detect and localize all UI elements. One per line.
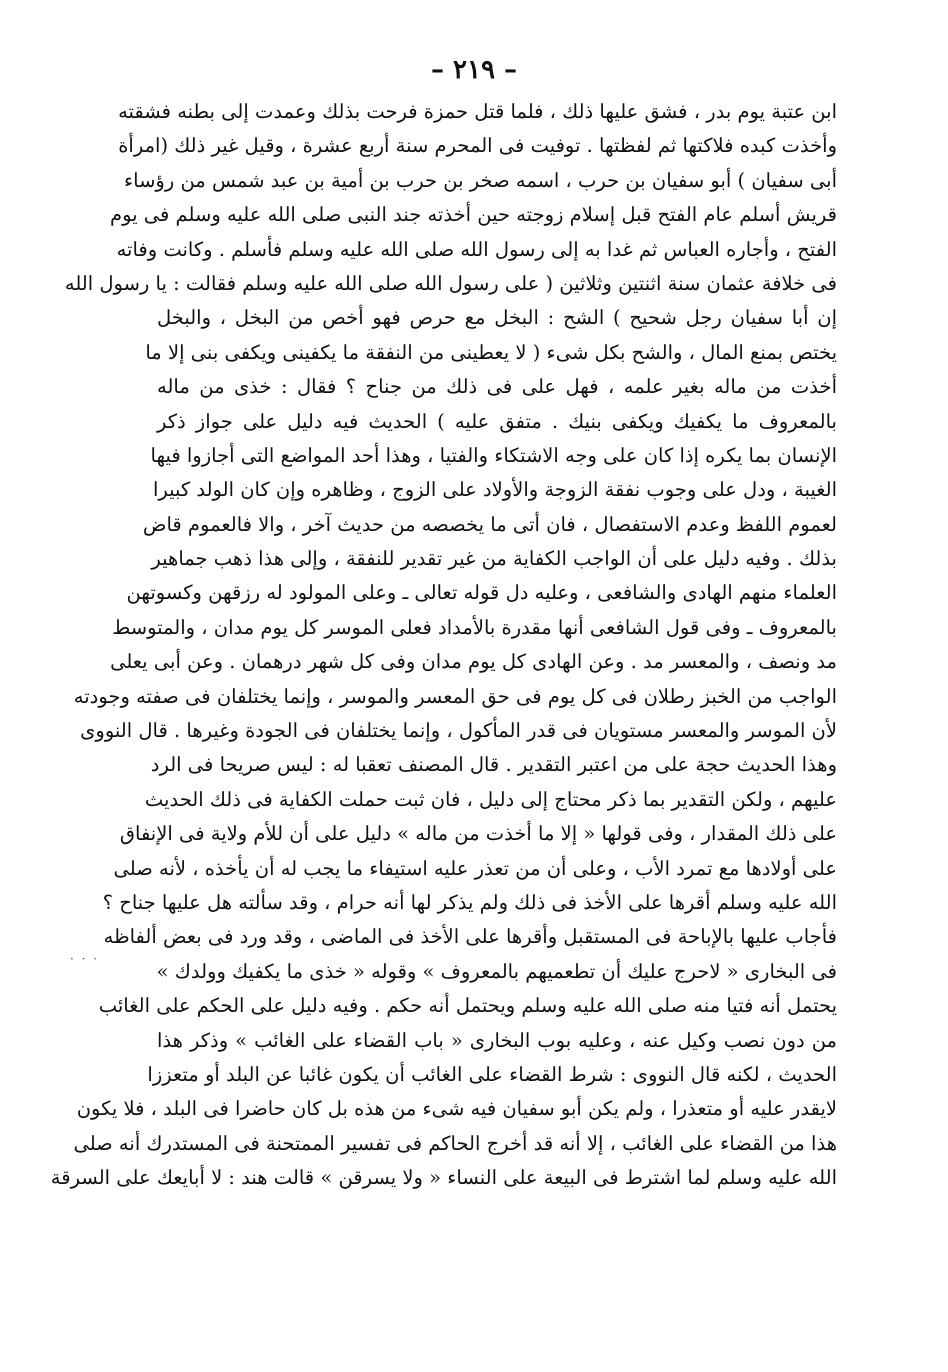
text-line: يختص بمنع المال ، والشح بكل شىء ( لا يعطينى من النفقة ما يكفينى ويكفى بنى إلا ما [145, 340, 837, 364]
body-text [50, 95, 837, 1196]
margin-speck: · · · [70, 952, 100, 966]
text-line: فأجاب عليها بالإباحة فى المستقبل وأقرها على الأخذ فى الماضى ، وقد ورد فى بعض ألفاظه [103, 925, 837, 949]
text-line: إن أبا سفيان رجل شحيح ) الشح : البخل مع حرص فهو أخص من البخل ، والبخل [157, 306, 837, 330]
text-line: ابن عتبة يوم بدر ، فشق عليها ذلك ، فلما قتل حمزة فرحت بذلك وعمدت إلى بطنه فشقته [118, 100, 837, 123]
page-number: – ٢١٩ – [430, 55, 518, 85]
text-line: وهذا الحديث حجة على من اعتبر التقدير . قال المصنف تعقبا له : ليس صريحا فى الرد [150, 753, 837, 777]
text-line: بذلك . وفيه دليل على أن الواجب الكفاية من غير تقدير للنفقة ، وإلى هذا ذهب جماهير [151, 547, 837, 571]
text-line: بالمعروف ـ وفى قول الشافعى أنها مقدرة بالأمداد فعلى الموسر كل يوم مدان ، والمتوسط [112, 615, 837, 639]
text-line: وأخذت كبده فلاكتها ثم لفظتها . توفيت فى المحرم سنة أربع عشرة ، وقيل غير ذلك (امرأة [118, 134, 837, 158]
text-line: هذا من القضاء على الغائب ، إلا أنه قد أخرج الحاكم فى تفسير الممتحنة فى المستدرك أنه صلى [73, 1131, 837, 1155]
text-line: مد ونصف ، والمعسر مد . وعن الهادى كل يوم مدان وفى كل شهر درهمان . وعن أبى يعلى [110, 650, 837, 674]
text-line: بالمعروف ما يكفيك ويكفى بنيك . متفق عليه ) الحديث فيه دليل على جواز ذكر [157, 409, 837, 433]
text-line: يحتمل أنه فتيا منه صلى الله عليه وسلم ويحتمل أنه حكم . وفيه دليل على الحكم على الغائب [98, 994, 837, 1018]
text-line: الإنسان بما يكره إذا كان على وجه الاشتكاء والفتيا ، وهذا أحد المواضع التى أجازوا فيها [150, 443, 837, 467]
text-line: لايقدر عليه أو متعذرا ، ولم يكن أبو سفيان فيه شىء من هذه بل كان حاضرا فى البلد ، فلا يكون [76, 1097, 837, 1121]
text-line: الفتح ، وأجاره العباس ثم غدا به إلى رسول الله صلى الله عليه وسلم فأسلم . وكانت وفاته [116, 237, 837, 261]
text-line: فى خلافة عثمان سنة اثنتين وثلاثين ( على رسول الله صلى الله عليه وسلم فقالت : يا رسول الله [64, 271, 837, 295]
text-line: الحديث ، لكنه قال النووى : شرط القضاء على الغائب أن يكون غائبا عن البلد أو متعززا [147, 1062, 837, 1086]
text-line: فى البخارى « لاحرج عليك أن تطعميهم بالمعروف » وقوله « خذى ما يكفيك وولدك » [156, 959, 837, 983]
text-line: أبى سفيان ) أبو سفيان بن حرب ، اسمه صخر بن حرب بن أمية بن عبد شمس من رؤساء [123, 168, 837, 192]
text-line: لأن الموسر والمعسر مستويان فى قدر المأكول ، وإنما يختلفان فى الجودة وغيرها . قال النووى [80, 719, 837, 743]
text-line: أخذت من ماله بغير علمه ، فهل على فى ذلك من جناح ؟ فقال : خذى من ماله [157, 375, 837, 399]
text-line: قريش أسلم عام الفتح قبل إسلام زوجته حين أخذته جند النبى صلى الله عليه وسلم فى يوم [110, 203, 837, 227]
text-line: الله عليه وسلم أقرها على الأخذ فى ذلك ولم يذكر لها أنه حرام ، وقد سألته هل عليها جناح ؟ [102, 890, 837, 914]
text-line: الواجب من الخبز رطلان فى كل يوم فى حق المعسر والموسر ، وإنما يختلفان فى صفته وجودته [73, 684, 837, 708]
text-line: الغيبة ، ودل على وجوب نفقة الزوجة والأولاد على الزوج ، وظاهره وإن كان الولد كبيرا [152, 478, 837, 502]
text-line: لعموم اللفظ وعدم الاستفصال ، فان أتى ما يخصصه من حديث آخر ، والا فالعموم قاض [142, 512, 837, 536]
text-line: على أولادها مع تمرد الأب ، وعلى أن من تعذر عليه استيفاء ما يجب له أن يأخذه ، لأنه صلى [113, 856, 837, 880]
text-line: الله عليه وسلم لما اشترط فى البيعة على النساء « ولا يسرقن » قالت هند : لا أبايعك على السرقة [50, 1166, 837, 1190]
text-line: على ذلك المقدار ، وفى قولها « إلا ما أخذت من ماله » دليل على أن للأم ولاية فى الإنفاق [119, 822, 837, 846]
text-line: من دون نصب وكيل عنه ، وعليه بوب البخارى « باب القضاء على الغائب » وذكر هذا [157, 1028, 837, 1052]
text-line: العلماء منهم الهادى والشافعى ، وعليه دل قوله تعالى ـ وعلى المولود له رزقهن وكسوتهن [126, 581, 837, 605]
text-line: عليهم ، ولكن التقدير بما ذكر محتاج إلى دليل ، فان ثبت حملت الكفاية فى ذلك الحديث [144, 787, 837, 811]
